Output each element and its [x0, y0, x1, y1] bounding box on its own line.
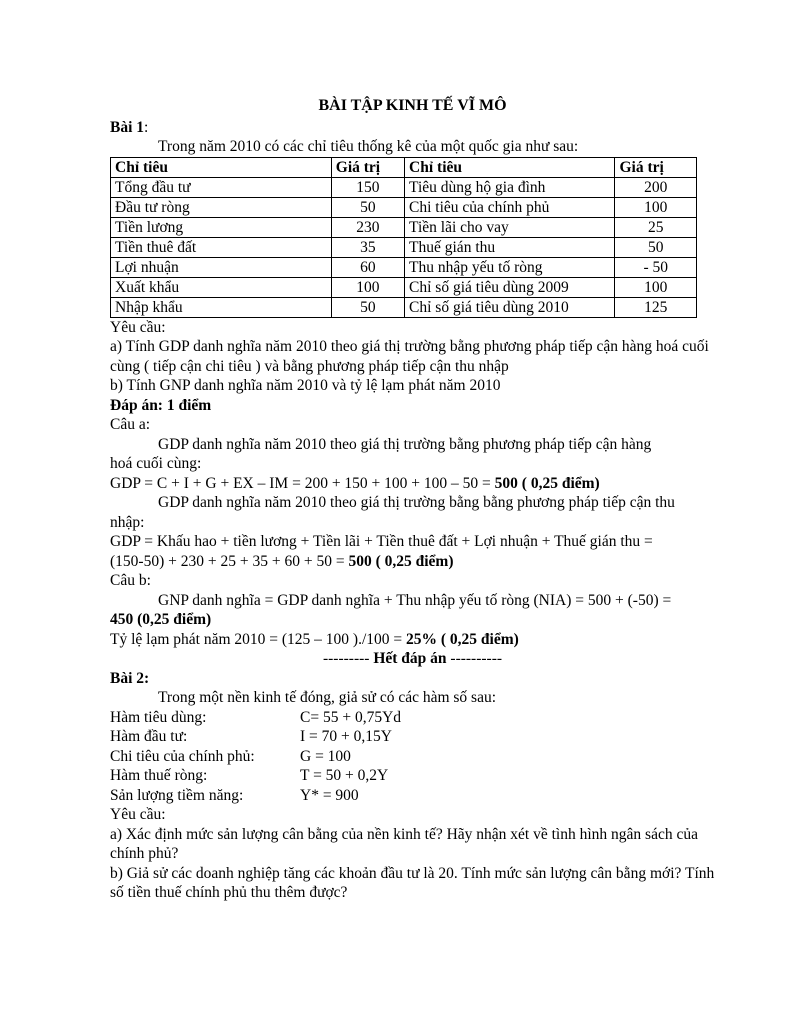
table-header: Chỉ tiêu [111, 157, 332, 177]
table-row [111, 257, 697, 277]
function-row [110, 766, 715, 786]
gdp-income-result: 500 ( 0,25 điểm) [348, 552, 454, 570]
table-cell: Thu nhập yếu tố ròng [405, 257, 615, 277]
inflation-formula: Tỷ lệ lạm phát năm 2010 = (125 – 100 )./100 = [110, 630, 407, 648]
bai2-question-a: a) Xác định mức sản lượng cân bằng của nền kinh tế? Hãy nhận xét về tình hình ngân sách của chính phủ? [110, 825, 698, 862]
bai2-yeucau: Yêu cầu: [110, 806, 166, 823]
table-cell: 230 [331, 217, 404, 237]
answer-b-gnp: GNP danh nghĩa = GDP danh nghĩa + Thu nhập yếu tố ròng (NIA) = 500 + (-50) = [158, 591, 672, 609]
function-value: T = 50 + 0,2Y [300, 767, 389, 784]
answer-a-line1: GDP danh nghĩa năm 2010 theo giá thị trường bằng phương pháp tiếp cận hàng [158, 435, 652, 453]
bai1-heading-text: Bài 1 [110, 118, 145, 136]
bai1-yeucau: Yêu cầu: [110, 318, 166, 336]
table-cell: 50 [615, 237, 697, 257]
cau-a-label: Câu a: [110, 416, 151, 433]
function-value: I = 70 + 0,15Y [300, 728, 392, 745]
table-cell: Tiêu dùng hộ gia đình [405, 177, 615, 197]
function-label: Hàm tiêu dùng: [110, 708, 207, 726]
gdp-result: 500 ( 0,25 điểm) [494, 474, 600, 492]
table-cell: Tiền lãi cho vay [405, 217, 615, 237]
table-cell: Nhập khẩu [111, 297, 332, 317]
function-row [110, 747, 715, 767]
indicator-table [110, 157, 697, 318]
function-row [110, 786, 715, 806]
table-cell: Chi tiêu của chính phủ [405, 197, 615, 217]
table-row [111, 197, 697, 217]
table-cell: 200 [615, 177, 697, 197]
function-row [110, 708, 715, 728]
end-of-answer [110, 649, 715, 669]
table-cell: Tiền thuê đất [111, 237, 332, 257]
table-cell: Tổng đầu tư [111, 177, 332, 197]
table-cell: Thuế gián thu [405, 237, 615, 257]
table-header: Giá trị [615, 157, 697, 177]
bai1-question-a: a) Tính GDP danh nghĩa năm 2010 theo giá thị trường bằng phương pháp tiếp cận hàng hoá cuối cùng ( tiếp cận chi tiêu ) và bằng phương pháp tiếp cận thu nhập [110, 338, 709, 375]
answer-a-gdp-income-calc [110, 552, 715, 572]
table-cell: Chỉ số giá tiêu dùng 2009 [405, 277, 615, 297]
inflation-result: 25% ( 0,25 điểm) [406, 630, 519, 648]
table-cell: 150 [331, 177, 404, 197]
answer-b-gnp-result: 450 (0,25 điểm) [110, 611, 212, 628]
table-cell: 60 [331, 257, 404, 277]
answer-heading: Đáp án: 1 điểm [110, 396, 212, 414]
table-cell: Đầu tư ròng [111, 197, 332, 217]
function-label: Hàm đầu tư: [110, 728, 188, 745]
table-header-row [111, 157, 697, 177]
end-dashes-right: ---------- [446, 650, 503, 667]
end-text: Hết đáp án [373, 650, 447, 667]
bai1-question-b: b) Tính GNP danh nghĩa năm 2010 và tỷ lệ lạm phát năm 2010 [110, 377, 501, 394]
function-value: G = 100 [300, 747, 351, 765]
cau-b-label: Câu b: [110, 572, 151, 589]
answer-a-line1b: hoá cuối cùng: [110, 455, 202, 472]
bai1-intro: Trong năm 2010 có các chỉ tiêu thống kê của một quốc gia như sau: [158, 138, 579, 155]
table-cell: Lợi nhuận [111, 257, 332, 277]
table-cell: 50 [331, 197, 404, 217]
table-row [111, 237, 697, 257]
bai2-intro: Trong một nền kinh tế đóng, giả sử có các hàm số sau: [158, 689, 497, 706]
table-cell: 100 [615, 197, 697, 217]
bai1-heading-colon: : [144, 118, 149, 136]
function-value: Y* = 900 [300, 786, 359, 804]
gdp-income-formula: (150-50) + 230 + 25 + 35 + 60 + 50 = [110, 552, 349, 570]
function-label: Hàm thuế ròng: [110, 767, 208, 784]
table-cell: 100 [615, 277, 697, 297]
end-dashes-left: --------- [322, 650, 374, 667]
table-cell: 25 [615, 217, 697, 237]
answer-b-inflation [110, 630, 715, 650]
table-header: Giá trị [331, 157, 404, 177]
function-label: Chi tiêu của chính phủ: [110, 747, 255, 765]
table-cell: 100 [331, 277, 404, 297]
answer-a-gdp-income: GDP = Khấu hao + tiền lương + Tiền lãi + Tiền thuê đất + Lợi nhuận + Thuế gián thu = [110, 533, 653, 550]
bai2-question-b: b) Giả sử các doanh nghiệp tăng các khoản đầu tư là 20. Tính mức sản lượng cân bằng mới? Tính số tiền thuế chính phủ thu thêm được? [110, 864, 715, 901]
table-cell: 35 [331, 237, 404, 257]
table-row [111, 217, 697, 237]
table-row [111, 277, 697, 297]
answer-a-gdp-expenditure [110, 474, 715, 494]
answer-a-line3b: nhập: [110, 513, 145, 531]
answer-a-line3: GDP danh nghĩa năm 2010 theo giá thị trường bằng bằng phương pháp tiếp cận thu [158, 494, 675, 511]
table-cell: Xuất khẩu [111, 277, 332, 297]
table-cell: Tiền lương [111, 217, 332, 237]
table-cell: - 50 [615, 257, 697, 277]
function-row [110, 727, 715, 747]
bai2-heading: Bài 2: [110, 669, 150, 687]
table-cell: 50 [331, 297, 404, 317]
gdp-formula: GDP = C + I + G + EX – IM = 200 + 150 + 100 + 100 – 50 = [110, 474, 495, 492]
function-label: Sản lượng tiềm năng: [110, 786, 244, 804]
document-title: BÀI TẬP KINH TẾ VĨ MÔ [318, 97, 507, 114]
table-row [111, 177, 697, 197]
table-row [111, 297, 697, 317]
function-value: C= 55 + 0,75Yd [300, 708, 402, 726]
document-page [110, 96, 715, 903]
table-header: Chỉ tiêu [405, 157, 615, 177]
bai1-heading [110, 118, 715, 138]
table-cell: Chỉ số giá tiêu dùng 2010 [405, 297, 615, 317]
table-cell: 125 [615, 297, 697, 317]
